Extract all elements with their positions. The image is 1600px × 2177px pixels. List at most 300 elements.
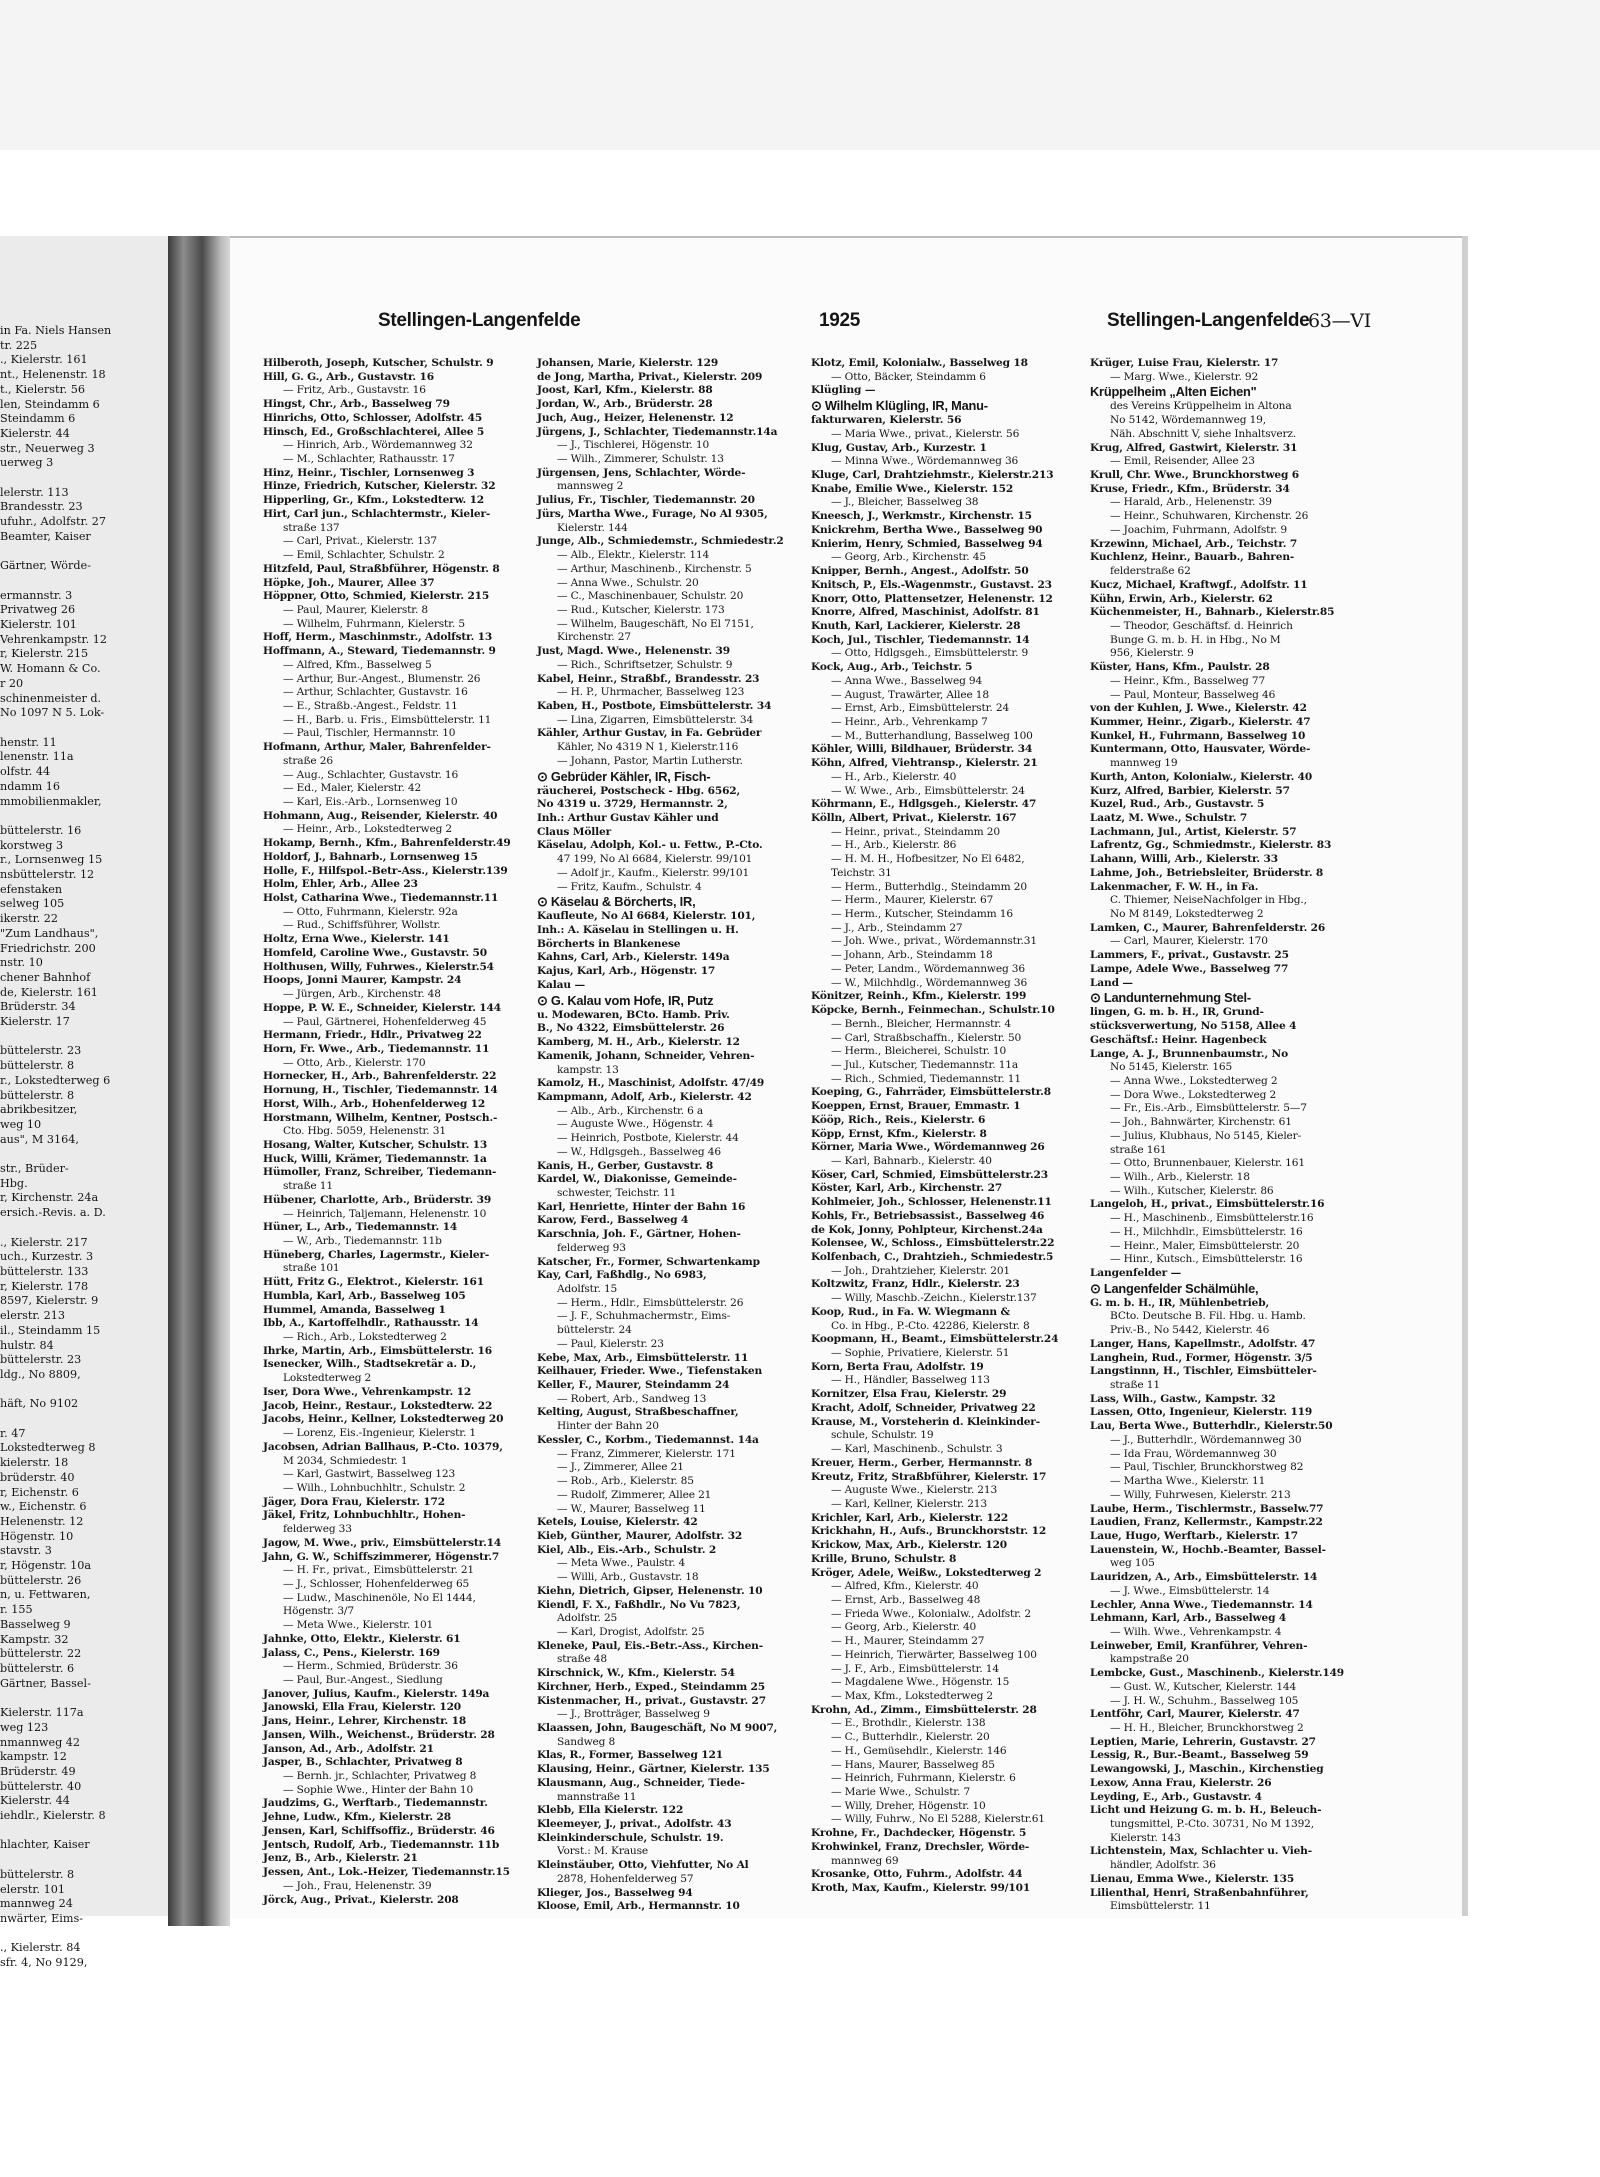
left-page-line: henstr. 11 [0,735,57,749]
directory-entry: — Karl, Gastwirt, Basselweg 123 [283,1468,456,1481]
directory-entry: — Herm., Butterhdlg., Steindamm 20 [831,880,1027,893]
directory-entry: Klügling — [811,384,876,397]
directory-entry: — Carl, Privat., Kielerstr. 137 [283,535,438,548]
left-page-line: Kielerstr. 44 [0,1794,70,1808]
directory-entry: weg 105 [1110,1557,1155,1570]
directory-entry: — Rud., Schiffsführer, Wollstr. [283,919,441,932]
left-page-line [0,1412,160,1427]
directory-entry: Klebb, Ella Kielerstr. 122 [537,1804,684,1817]
directory-entry: Kurz, Alfred, Barbier, Kielerstr. 57 [1090,784,1290,797]
directory-entry: Hilberoth, Joseph, Kutscher, Schulstr. 9 [263,357,494,369]
directory-entry: straße 11 [283,1180,333,1193]
directory-entry: — Adolf jr., Kaufm., Kielerstr. 99/101 [557,866,750,879]
directory-entry: Lienau, Emma Wwe., Kielerstr. 135 [1090,1872,1295,1885]
directory-entry: — J. F., Schuhmachermstr., Eims- [557,1310,731,1323]
directory-entry: Kölln, Albert, Privat., Kielerstr. 167 [811,812,1017,824]
directory-entry: Hirt, Carl jun., Schlachtermstr., Kieler- [263,507,491,520]
directory-entry: — Heinr., Schuhwaren, Kirchenstr. 26 [1110,510,1309,523]
directory-entry: Kardel, W., Diakonisse, Gemeinde- [537,1173,737,1186]
left-page-line: len, Steindamm 6 [0,397,100,411]
directory-entry: ⊙ G. Kalau vom Hofe, IR, Putz [537,992,714,1008]
directory-entry: Lange, A. J., Brunnenbaumstr., No [1090,1047,1288,1060]
directory-entry: Lilienthal, Henri, Straßenbahnführer, [1090,1886,1309,1899]
directory-entry: — Emil, Reisender, Allee 23 [1110,455,1255,468]
left-page-line: stavstr. 3 [0,1544,52,1558]
directory-entry: — Auguste Wwe., Kielerstr. 213 [831,1484,998,1497]
directory-entry: Jessen, Ant., Lok.-Heizer, Tiedemannstr.15 [263,1866,510,1879]
left-page-line: uerweg 3 [0,456,54,470]
directory-entry: Kiel, Alb., Eis.-Arb., Schulstr. 2 [537,1543,717,1556]
directory-entry: — Otto, Bäcker, Steindamm 6 [831,370,986,383]
directory-entry: — Anna Wwe., Lokstedterweg 2 [1110,1074,1278,1087]
directory-entry: Kreutz, Fritz, Straßbführer, Kielerstr. 17 [811,1470,1047,1483]
directory-entry: — Wilhelm, Fuhrmann, Kielerstr. 5 [283,617,465,630]
directory-entry: Kampmann, Adolf, Arb., Kielerstr. 42 [537,1090,752,1103]
left-page-line: W. Homann & Co. [0,662,101,676]
directory-entry: Hütt, Fritz G., Elektrot., Kielerstr. 161 [263,1276,484,1289]
directory-entry: — H., Barb. u. Fris., Eimsbüttelerstr. 11 [283,713,492,726]
directory-entry: Hinze, Friedrich, Kutscher, Kielerstr. 32 [263,480,496,493]
left-page-line: elerstr. 213 [0,1309,65,1323]
left-page-line: Kielerstr. 17 [0,1015,70,1029]
directory-entry: Krickow, Max, Arb., Kielerstr. 120 [811,1539,1008,1552]
left-page-line: ufuhr., Adolfstr. 27 [0,515,106,529]
directory-entry: Vorst.: M. Krause [557,1845,648,1858]
directory-entry: Körner, Maria Wwe., Wördemannweg 26 [811,1141,1045,1154]
directory-entry: Kuchlenz, Heinr., Bauarb., Bahren- [1090,551,1295,564]
directory-entry: Claus Möller [537,825,612,838]
directory-entry: Jans, Heinr., Lehrer, Kirchenstr. 18 [263,1715,467,1728]
directory-entry: Köpp, Ernst, Kfm., Kielerstr. 8 [811,1127,987,1140]
directory-entry: Jürgensen, Jens, Schlachter, Wörde- [537,466,746,479]
directory-entry: Lafrentz, Gg., Schmiedmstr., Kielerstr. 83 [1090,839,1332,852]
left-page-line [0,1221,160,1236]
directory-entry: des Vereins Krüppelheim in Altona [1110,400,1292,413]
directory-entry: Laue, Hugo, Werftarb., Kielerstr. 17 [1090,1529,1298,1542]
directory-entry: — Anna Wwe., Basselweg 94 [831,674,983,687]
left-page-line: r, Kirchenstr. 24a [0,1191,99,1205]
directory-entry: — W., Milchhdlg., Wördemannweg 36 [831,976,1028,989]
directory-entry: u. Modewaren, BCto. Hamb. Priv. [537,1008,730,1021]
directory-entry: Hinsch, Ed., Großschlachterei, Allee 5 [263,425,485,438]
directory-entry: — Johann, Arb., Steindamm 18 [831,949,993,962]
directory-entry: Hübener, Charlotte, Arb., Brüderstr. 39 [263,1193,492,1206]
left-page-line: Gärtner, Bassel- [0,1676,91,1690]
directory-entry: — Maria Wwe., privat., Kielerstr. 56 [831,427,1020,440]
directory-entry: — Magdalene Wwe., Högenstr. 15 [831,1676,1010,1689]
directory-entry: Krohn, Ad., Zimm., Eimsbüttelerstr. 28 [811,1703,1037,1716]
directory-entry: Jansen, Wilh., Weichenst., Brüderstr. 28 [263,1728,495,1741]
directory-entry: — Dora Wwe., Lokstedterweg 2 [1110,1088,1277,1101]
directory-entry: M 2034, Schmiedestr. 1 [283,1454,408,1467]
directory-entry: Langer, Hans, Kapellmstr., Adolfstr. 47 [1090,1337,1316,1350]
directory-entry: — Paul, Tischler, Hermannstr. 10 [283,727,456,740]
directory-entry: — E., Straßb.-Angest., Feldstr. 11 [283,699,458,712]
directory-entry: Kirchner, Herb., Exped., Steindamm 25 [537,1680,765,1693]
directory-entry: ⊙ Wilhelm Klügling, IR, Manu- [811,398,988,414]
directory-entry: Langhein, Rud., Former, Högenstr. 3/5 [1090,1351,1313,1364]
directory-entry: — H. H., Bleicher, Brunckhorstweg 2 [1110,1722,1304,1734]
directory-entry: — Joh., Drahtzieher, Kielerstr. 201 [831,1264,1011,1277]
directory-entry: von der Kuhlen, J. Wwe., Kielerstr. 42 [1090,702,1307,715]
directory-entry: Huck, Willi, Krämer, Tiedemannstr. 1a [263,1152,487,1165]
directory-entry: Kleinkinderschule, Schulstr. 19. [537,1831,724,1844]
directory-entry: Laatz, M. Wwe., Schulstr. 7 [1090,812,1248,824]
directory-entry: — Wilhelm, Baugeschäft, No El 7151, [557,617,754,630]
directory-entry: — Franz, Zimmerer, Kielerstr. 171 [557,1447,736,1460]
directory-entry: — Aug., Schlachter, Gustavstr. 16 [283,768,459,781]
left-page-line: ikerstr. 22 [0,912,59,926]
directory-entry: räucherei, Postscheck - Hbg. 6562, [537,784,741,797]
running-header [230,310,1462,342]
directory-entry: Katscher, Fr., Former, Schwartenkamp [537,1255,760,1268]
directory-entry: Langstinnn, H., Tischler, Eimsbütteler- [1090,1365,1317,1378]
left-page-line: in Fa. Niels Hansen [0,324,112,337]
directory-entry: Höppner, Otto, Schmied, Kielerstr. 215 [263,590,490,603]
directory-entry: 956, Kielerstr. 9 [1110,647,1194,660]
directory-entry: — Peter, Landm., Wördemannweg 36 [831,962,1025,975]
directory-entry: Köser, Carl, Schmied, Eimsbüttelerstr.23 [811,1168,1048,1181]
directory-entry: Land — [1090,976,1133,989]
directory-entry: — Karl, Bahnarb., Kielerstr. 40 [831,1154,992,1167]
directory-entry: Kolfenbach, C., Drahtzieh., Schmiedestr.5 [811,1251,1054,1263]
left-page-line: ., Kielerstr. 161 [0,353,88,367]
directory-entry: Lauridzen, A., Arb., Eimsbüttelerstr. 14 [1090,1571,1318,1584]
directory-entry: — Karl, Drogist, Adolfstr. 25 [557,1625,705,1638]
directory-entry: felderweg 33 [283,1523,352,1536]
directory-entry: — Rud., Kutscher, Kielerstr. 173 [557,603,725,616]
directory-entry: Krzewinn, Michael, Arb., Teichstr. 7 [1090,537,1298,550]
directory-entry: — Karl, Maschinenb., Schulstr. 3 [831,1443,1003,1456]
directory-entry: Knorre, Alfred, Maschinist, Adolfstr. 81 [811,606,1040,619]
directory-entry: Juch, Aug., Heizer, Helenenstr. 12 [537,411,734,424]
directory-entry: Kebe, Max, Arb., Eimsbüttelerstr. 11 [537,1351,749,1364]
directory-entry: Jacobs, Heinr., Kellner, Lokstedterweg 20 [263,1413,504,1426]
left-page-line [0,1383,160,1398]
directory-entry: Keilhauer, Frieder. Wwe., Tiefenstaken [537,1365,763,1378]
directory-entry: — Joh., Bahnwärter, Kirchenstr. 61 [1110,1116,1292,1129]
directory-entry: Lexow, Anna Frau, Kielerstr. 26 [1090,1776,1272,1789]
left-page-line: ermannstr. 3 [0,588,73,602]
left-page-line: r 20 [0,676,24,690]
directory-entry: Horn, Fr. Wwe., Arb., Tiedemannstr. 11 [263,1042,490,1055]
directory-entry: Kähler, Arthur Gustav, in Fa. Gebrüder [537,727,762,740]
directory-entry: — Sophie, Privatiere, Kielerstr. 51 [831,1347,1010,1360]
directory-entry: Homfeld, Caroline Wwe., Gustavstr. 50 [263,946,487,959]
directory-entry: ⊙ Gebrüder Kähler, IR, Fisch- [537,768,711,784]
left-page-line: ., Kielerstr. 84 [0,1941,81,1955]
directory-entry: — Georg, Arb., Kirchenstr. 45 [831,551,986,564]
directory-entry: — Hinrich, Arb., Wördemannweg 32 [283,439,473,452]
directory-column-1 [263,357,534,1906]
directory-entry: Licht und Heizung G. m. b. H., Beleuch- [1090,1804,1322,1817]
directory-column-4 [1090,357,1366,1913]
directory-entry: — Paul, Bur.-Angest., Siedlung [283,1674,443,1686]
directory-entry: Hoops, Jonni Maurer, Kampstr. 24 [263,974,462,987]
directory-entry: Karschnia, Joh. F., Gärtner, Hohen- [537,1228,741,1241]
directory-entry: — Gust. W., Kutscher, Kielerstr. 144 [1110,1680,1297,1693]
directory-entry: 47 199, No Al 6684, Kielerstr. 99/101 [557,853,753,866]
directory-entry: — Wilh., Lohnbuchhltr., Schulstr. 2 [283,1481,466,1494]
directory-entry: Kielerstr. 143 [1110,1831,1181,1844]
left-page-line: t., Kielerstr. 56 [0,382,85,396]
left-page-line: r, Högenstr. 10a [0,1559,92,1573]
directory-entry: Janson, Ad., Arb., Adolfstr. 21 [263,1742,434,1755]
header-right-title: Stellingen-Langenfelde [1107,310,1310,331]
left-page-line: nwärter, Eims- [0,1911,84,1925]
left-page-line: r, Kielerstr. 178 [0,1279,89,1293]
directory-entry: Köpcke, Bernh., Feinmechan., Schulstr.10 [811,1004,1055,1017]
directory-entry: Johansen, Marie, Kielerstr. 129 [537,357,719,369]
directory-entry: Leyding, E., Arb., Gustavstr. 4 [1090,1790,1262,1803]
left-page-line: brüderstr. 40 [0,1470,75,1484]
directory-entry: Kessler, C., Korbm., Tiedemannst. 14a [537,1433,759,1446]
directory-entry: — Otto, Hdlgsgeh., Eimsbüttelerstr. 9 [831,647,1029,660]
directory-entry: No 4319 u. 3729, Hermannstr. 2, [537,798,728,811]
directory-entry: — Heinr., privat., Steindamm 20 [831,825,1000,838]
directory-entry: Klausing, Heinr., Gärtner, Kielerstr. 135 [537,1763,770,1776]
directory-entry: — Harald, Arb., Helenenstr. 39 [1110,496,1272,509]
directory-entry: Kähler, No 4319 N 1, Kielerstr.116 [557,741,739,754]
header-year: 1925 [819,310,861,331]
directory-entry: Kajus, Karl, Arb., Högenstr. 17 [537,965,716,978]
directory-entry: Kieb, Günther, Maurer, Adolfstr. 32 [537,1529,743,1542]
header-page-number: 63—VI [1308,310,1371,332]
directory-entry: — Jul., Kutscher, Tiedemannstr. 11a [831,1058,1019,1071]
directory-entry: — J., Tischlerei, Högenstr. 10 [557,439,710,452]
directory-entry: Hosang, Walter, Kutscher, Schulstr. 13 [263,1138,488,1151]
left-page-line: chener Bahnhof [0,970,91,984]
directory-entry: — Max, Kfm., Lokstedterweg 2 [831,1690,994,1702]
directory-entry: Koeping, G., Fahrräder, Eimsbüttelerstr.8 [811,1086,1051,1099]
directory-entry: Köhler, Willi, Bildhauer, Brüderstr. 34 [811,743,1033,756]
directory-entry: Lembcke, Gust., Maschinenb., Kielerstr.149 [1090,1667,1345,1680]
directory-entry: Adolfstr. 25 [557,1612,618,1625]
directory-entry: — H. P., Uhrmacher, Basselweg 123 [557,686,745,699]
directory-entry: Hüner, L., Arb., Tiedemannstr. 14 [263,1221,458,1234]
directory-entry: Korn, Berta Frau, Adolfstr. 19 [811,1360,984,1373]
directory-entry: Hümoller, Franz, Schreiber, Tiedemann- [263,1166,497,1179]
directory-entry: Jahnke, Otto, Elektr., Kielerstr. 61 [263,1632,461,1645]
left-page-line: sfr. 4, No 9129, [0,1956,88,1970]
directory-entry: Lessig, R., Bur.-Beamt., Basselweg 59 [1090,1749,1309,1762]
directory-entry: Kruse, Friedr., Kfm., Brüderstr. 34 [1090,482,1290,495]
directory-entry: — Anna Wwe., Schulstr. 20 [557,576,699,589]
directory-entry: Kreuer, Herm., Gerber, Hermannstr. 8 [811,1456,1033,1469]
directory-entry: Kirschnick, W., Kfm., Kielerstr. 54 [537,1667,735,1680]
left-page-text [0,324,160,1971]
directory-entry: — Rich., Arb., Lokstedterweg 2 [283,1331,447,1344]
directory-entry: B., No 4322, Eimsbüttelerstr. 26 [537,1022,725,1035]
directory-entry: Janover, Julius, Kaufm., Kielerstr. 149a [263,1687,490,1700]
book-gutter [168,236,230,1926]
directory-entry: Jalass, C., Pens., Kielerstr. 169 [263,1646,440,1659]
directory-entry: — Wilh., Zimmerer, Schulstr. 13 [557,453,724,466]
directory-entry: — Herm., Schmied, Brüderstr. 36 [283,1660,458,1673]
directory-entry: Hummel, Amanda, Basselweg 1 [263,1303,446,1316]
directory-entry: Hofmann, Arthur, Maler, Bahrenfelder- [263,741,491,754]
directory-entry: Knierim, Henry, Schmied, Basselweg 94 [811,537,1043,550]
directory-entry: — Alfred, Kfm., Kielerstr. 40 [831,1580,979,1593]
directory-entry: Kohls, Fr., Betriebsassist., Basselweg 46 [811,1209,1045,1222]
left-page-line: olfstr. 44 [0,765,51,779]
directory-entry: straße 11 [1110,1379,1160,1392]
directory-entry: mannweg 19 [1110,757,1178,770]
directory-entry: — Joh. Wwe., privat., Wördemannstr.31 [831,935,1037,948]
directory-entry: Cto. Hbg. 5059, Helenenstr. 31 [283,1125,446,1138]
left-page-line: büttelerstr. 6 [0,1661,75,1675]
left-page-line: n, u. Fettwaren, [0,1588,91,1602]
left-page-line: Gärtner, Wörde- [0,559,91,573]
left-page-line: hulstr. 84 [0,1338,54,1352]
directory-entry: — Alb., Arb., Kirchenstr. 6 a [557,1104,704,1117]
directory-entry: Kanis, H., Gerber, Gustavstr. 8 [537,1159,714,1172]
directory-entry: schule, Schulstr. 19 [831,1429,934,1442]
left-page-line: weg 123 [0,1720,49,1734]
directory-entry: — Rich., Schmied, Tiedemannstr. 11 [831,1072,1021,1085]
left-page-line: str., Brüder- [0,1162,69,1176]
directory-entry: Hohmann, Aug., Reisender, Kielerstr. 40 [263,809,498,822]
directory-entry: — Carl, Straßbschaffn., Kielerstr. 50 [831,1031,1022,1044]
directory-entry: — Sophie Wwe., Hinter der Bahn 10 [283,1783,474,1796]
directory-entry: — Robert, Arb., Sandweg 13 [557,1392,707,1405]
directory-entry: Jahn, G. W., Schiffszimmerer, Högenstr.7 [263,1550,500,1563]
directory-entry: 2878, Hohenfelderweg 57 [557,1872,694,1885]
directory-entry: Iser, Dora Wwe., Vehrenkampstr. 12 [263,1385,472,1398]
directory-entry: — Heinr., Arb., Lokstedterweg 2 [283,823,453,836]
directory-entry: Krosanke, Otto, Fuhrm., Adolfstr. 44 [811,1868,1023,1881]
directory-entry: Kaufleute, No Al 6684, Kielerstr. 101, [537,910,756,923]
left-page-line: r. 47 [0,1426,26,1440]
directory-entry: Lokstedterweg 2 [283,1372,372,1385]
directory-entry: Horstmann, Wilhelm, Kentner, Postsch.- [263,1111,498,1124]
left-page-line [0,1691,160,1706]
directory-entry: — H., Milchhdlr., Eimsbüttelerstr. 16 [1110,1225,1303,1238]
directory-entry: Jacobsen, Adrian Ballhaus, P.-Cto. 10379, [263,1440,503,1453]
directory-entry: Kaben, H., Postbote, Eimsbüttelerstr. 34 [537,699,772,712]
directory-entry: Küster, Hans, Kfm., Paulstr. 28 [1090,661,1270,674]
directory-entry: — Julius, Klubhaus, No 5145, Kieler- [1110,1129,1302,1142]
directory-entry: Jentsch, Rudolf, Arb., Tiedemannstr. 11b [263,1838,500,1851]
left-page-line: Friedrichstr. 200 [0,941,96,955]
directory-entry: Kleinstäuber, Otto, Viehfutter, No Al [537,1859,749,1872]
directory-entry: Lachmann, Jul., Artist, Kielerstr. 57 [1090,825,1297,838]
directory-entry: Kiendl, F. X., Faßhdlr., No Vu 7823, [537,1598,741,1611]
directory-entry: Kummer, Heinr., Zigarb., Kielerstr. 47 [1090,715,1311,728]
directory-entry: Lamken, C., Maurer, Bahrenfelderstr. 26 [1090,921,1326,934]
left-page-line: uch., Kurzestr. 3 [0,1250,94,1264]
directory-entry: — E., Brothdlr., Kielerstr. 138 [831,1717,986,1730]
directory-entry: — Heinr., Kfm., Basselweg 77 [1110,674,1266,687]
directory-entry: straße 101 [283,1262,340,1275]
directory-entry: Hingst, Chr., Arb., Basselweg 79 [263,398,450,411]
left-page-line: abrikbesitzer, [0,1103,78,1117]
directory-entry: — H., Gemüsehdlr., Kielerstr. 146 [831,1744,1007,1757]
left-page-line: tr. 225 [0,338,38,352]
directory-entry: — Wilh., Arb., Kielerstr. 18 [1110,1170,1250,1183]
directory-entry: Klug, Gustav, Arb., Kurzestr. 1 [811,441,987,454]
directory-entry: — Arthur, Maschinenb., Kirchenstr. 5 [557,562,752,575]
directory-entry: — Herm., Bleicherei, Schulstr. 10 [831,1045,1007,1058]
left-page-line: büttelerstr. 8 [0,1059,75,1073]
directory-entry: — H., Händler, Basselweg 113 [831,1374,990,1387]
directory-entry: — Herm., Maurer, Kielerstr. 67 [831,894,994,907]
left-page-line [0,1824,160,1839]
directory-entry: — Heinr., Arb., Vehrenkamp 7 [831,715,988,728]
directory-entry: — W., Arb., Tiedemannstr. 11b [283,1235,442,1247]
left-page-line: r., Lornsenweg 15 [0,853,103,867]
left-page-line [0,1147,160,1162]
directory-entry: Teichstr. 31 [831,866,892,879]
directory-entry: Hipperling, Gr., Kfm., Lokstedterw. 12 [263,494,485,507]
left-page-line: mmobilienmakler, [0,794,102,808]
left-page-line: Kielerstr. 117a [0,1706,84,1720]
directory-entry: Lakenmacher, F. W. H., in Fa. [1090,880,1259,893]
directory-entry: Klas, R., Former, Basselweg 121 [537,1749,723,1762]
directory-entry: ⊙ Landunternehmung Stel- [1090,990,1251,1006]
directory-entry: Koopmann, H., Beamt., Eimsbüttelerstr.24 [811,1333,1059,1346]
directory-entry: Lahann, Willi, Arb., Kielerstr. 33 [1090,853,1278,866]
directory-entry: Janowski, Ella Frau, Kielerstr. 120 [263,1701,462,1714]
directory-entry: — Willy, Dreher, Högenstr. 10 [831,1799,986,1812]
left-page-line [0,1030,160,1045]
directory-entry: — Karl, Kellner, Kielerstr. 213 [831,1497,987,1510]
directory-entry: Jäger, Dora Frau, Kielerstr. 172 [263,1495,445,1508]
directory-entry: tungsmittel, P.-Cto. 30731, No M 1392, [1110,1818,1314,1831]
directory-column-3 [811,357,1086,1895]
directory-entry: Klotz, Emil, Kolonialw., Basselweg 18 [811,357,1028,369]
directory-entry: — Otto, Brunnenbauer, Kielerstr. 161 [1110,1157,1305,1170]
left-page-line [0,1853,160,1868]
left-page-line: nstr. 10 [0,956,43,970]
directory-entry: — Rudolf, Zimmerer, Allee 21 [557,1488,712,1501]
directory-entry: Höpke, Joh., Maurer, Allee 37 [263,576,435,589]
left-page-line: il., Steindamm 15 [0,1323,101,1337]
directory-entry: — H. M. H., Hofbesitzer, No El 6482, [831,853,1025,866]
directory-entry: Hill, G. G., Arb., Gustavstr. 16 [263,370,434,383]
directory-entry: — Fr., Eis.-Arb., Eimsbüttelerstr. 5—7 [1110,1102,1307,1115]
left-page-line: r., Lokstedterweg 6 [0,1073,111,1087]
directory-entry: — Ludw., Maschinenöle, No El 1444, [283,1591,476,1604]
left-page-line: Steindamm 6 [0,412,76,426]
directory-entry: mannweg 69 [831,1854,899,1867]
left-page-line: schinenmeister d. [0,691,102,705]
directory-entry: — Ernst, Arb., Basselweg 48 [831,1593,981,1606]
directory-entry: — H., Maurer, Steindamm 27 [831,1635,985,1648]
directory-entry: Laube, Herm., Tischlermstr., Basselw.77 [1090,1502,1324,1515]
left-page-line: No 1097 N 5. Lok- [0,706,105,720]
directory-entry: — Arthur, Schlachter, Gustavstr. 16 [283,686,468,699]
directory-entry: Langeloh, H., privat., Eimsbüttelerstr.16 [1090,1198,1325,1211]
directory-entry: — J. H. W., Schuhm., Basselweg 105 [1110,1694,1299,1707]
directory-entry: Kunkel, H., Fuhrmann, Basselweg 10 [1090,729,1306,742]
directory-entry: Kröger, Adele, Weißw., Lokstedterweg 2 [811,1566,1042,1579]
left-page-line: str., Neuerweg 3 [0,441,95,455]
directory-entry: stücksverwertung, No 5158, Allee 4 [1090,1020,1297,1033]
directory-entry: Knorr, Otto, Plattensetzer, Helenenstr. 12 [811,592,1053,605]
left-page-line: Beamter, Kaiser [0,529,91,543]
directory-entry: Jäkel, Fritz, Lohnbuchhltr., Hohen- [263,1509,466,1522]
directory-entry: Karl, Henriette, Hinter der Bahn 16 [537,1200,746,1213]
directory-entry: — Lorenz, Eis.-Ingenieur, Kielerstr. 1 [283,1427,477,1440]
directory-entry: Lassen, Otto, Ingenieur, Kielerstr. 119 [1090,1406,1313,1419]
directory-entry: Kuzel, Rud., Arb., Gustavstr. 5 [1090,798,1265,811]
directory-entry: Kohlmeier, Joh., Schlosser, Helenenstr.11 [811,1196,1052,1209]
directory-entry: Jürs, Martha Wwe., Furage, No Al 9305, [537,507,768,520]
directory-entry: — Marg. Wwe., Kielerstr. 92 [1110,370,1259,383]
directory-entry: Hoppe, P. W. E., Schneider, Kielerstr. 144 [263,1001,501,1014]
directory-entry: Kock, Aug., Arb., Teichstr. 5 [811,661,973,674]
